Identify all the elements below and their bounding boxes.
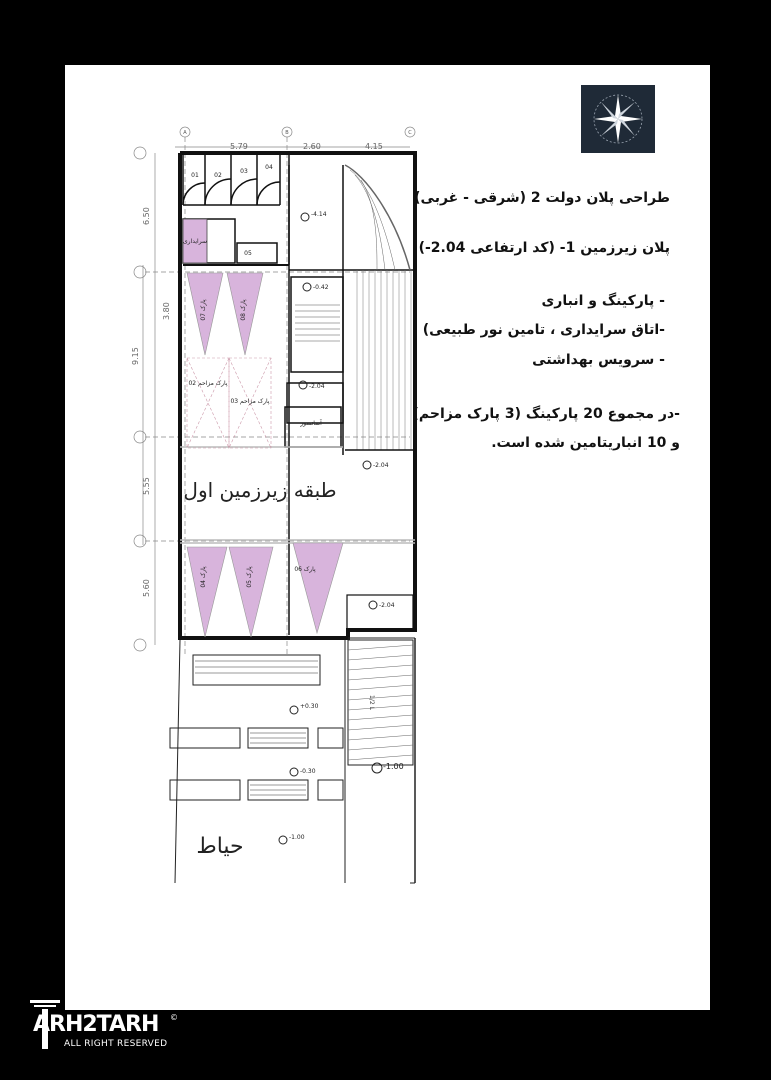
level-marker: [301, 211, 327, 221]
north-arrow-panel: [581, 85, 655, 153]
svg-text:-2.04: -2.04: [373, 462, 389, 469]
grid-mark-labels: [183, 130, 412, 136]
note-subtitle: پلان زیرزمین 1- (کد ارتفاعی 2.04-): [418, 240, 670, 256]
note-item-caretaker: -اتاق سرایداری ، تامین نور طبیعی): [422, 322, 665, 338]
park-04-label: پارک 04: [200, 566, 207, 588]
svg-text:+0.30: +0.30: [300, 703, 319, 710]
park-08-label: پارک 08: [240, 299, 247, 321]
brand-tagline: ALL RIGHT RESERVED: [64, 1039, 168, 1049]
brand-name: ARH2TARH: [33, 1012, 159, 1037]
park-05-label: پارک 05: [246, 566, 253, 588]
floor-name: طبقه زیرزمین اول: [183, 478, 337, 502]
dimension-labels: [131, 142, 383, 597]
park-06-mark: [293, 543, 343, 633]
caretaker-label: سرایداری: [182, 238, 208, 245]
dim-top-3: 4.15: [365, 142, 383, 151]
dim-left-3: 9.15: [131, 347, 140, 365]
lower-ramp-label: 1/2 L: [368, 695, 375, 710]
storage-05: 05: [244, 250, 252, 257]
drawing-sheet: [65, 65, 710, 1010]
level-marker: [290, 703, 319, 714]
park-04-mark: [187, 547, 227, 637]
park-nuisance-02-label: پارک مزاحم 02: [188, 380, 228, 387]
dim-top-1: 5.79: [230, 142, 248, 151]
note-item-parking: - پارکینگ و انباری: [541, 293, 665, 309]
storage-03: 03: [240, 168, 248, 175]
dim-left-2: 3.80: [162, 302, 171, 320]
storage-02: 02: [214, 172, 222, 179]
park-nuisance-03-label: پارک مزاحم 03: [230, 398, 270, 405]
svg-text:-0.30: -0.30: [300, 768, 316, 775]
note-summary-1: -در مجموع 20 پارکینگ (3 پارک مزاحم): [412, 406, 680, 422]
level-marker: [303, 283, 329, 291]
lower-ramp: [348, 640, 413, 765]
svg-text:-2.04: -2.04: [379, 602, 395, 609]
grid-mark-a: A: [183, 130, 187, 136]
level-marker: [279, 834, 305, 844]
park-05-mark: [229, 547, 273, 637]
storage-01: 01: [191, 172, 199, 179]
svg-text:-4.14: -4.14: [311, 211, 327, 218]
svg-text:-1.00: -1.00: [289, 834, 305, 841]
level-marker: [363, 461, 389, 469]
parking-spaces: [187, 273, 343, 637]
svg-text:-0.42: -0.42: [313, 284, 329, 291]
dimension-lines: [134, 127, 415, 655]
level-marker: [372, 762, 404, 773]
level-marker: [369, 601, 395, 609]
floor-plan: [65, 65, 710, 1010]
dim-left-5: 5.60: [142, 579, 151, 597]
grid-mark-c: C: [408, 130, 412, 136]
yard-label: حیاط: [196, 834, 244, 859]
note-summary-2: و 10 انباریتامین شده است.: [491, 435, 680, 451]
copyright-mark: ©: [170, 1013, 178, 1022]
grid-mark-b: B: [285, 130, 289, 136]
dim-left-1: 6.50: [142, 207, 151, 225]
elevator-label: آسانسور: [300, 420, 322, 427]
dim-top-2: 2.60: [303, 142, 321, 151]
svg-text:-1.00: -1.00: [383, 762, 404, 771]
park-07-label: پارک 07: [200, 299, 207, 321]
storage-04: 04: [265, 164, 273, 171]
compass-icon: [581, 85, 655, 153]
level-marker: [290, 768, 316, 776]
level-markers: [279, 211, 404, 844]
park-06-label: پارک 06: [294, 566, 316, 573]
svg-text:-2.04: -2.04: [309, 383, 325, 390]
note-title: طراحی پلان دولت 2 (شرقی - غربی): [414, 190, 670, 206]
note-item-wc: - سرویس بهداشتی: [532, 352, 665, 368]
dim-left-4: 5.55: [142, 477, 151, 495]
